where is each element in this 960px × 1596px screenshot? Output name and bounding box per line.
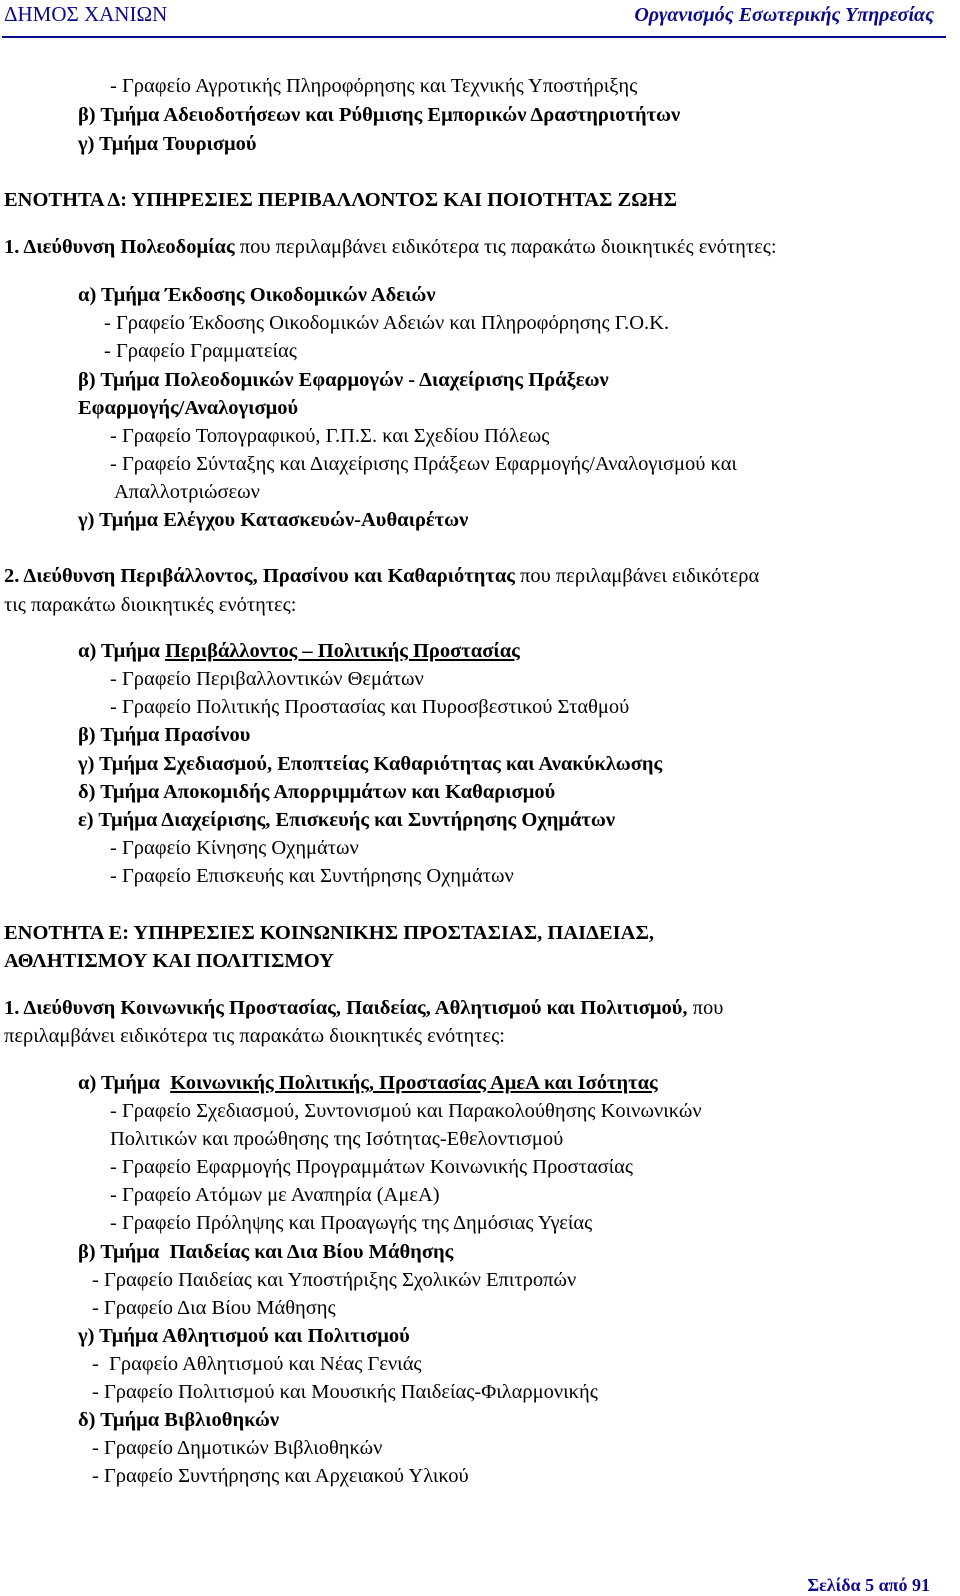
directorate-title: 1. Διεύθυνση Κοινωνικής Προστασίας, Παιδείας, Αθλητισμού και Πολιτισμού, [4, 997, 688, 1019]
office-line: Πολιτικών και προώθησης της Ισότητας-Εθελοντισμού [110, 1128, 564, 1150]
office-line: - Γραφείο Αγροτικής Πληροφόρησης και Τεχνικής Υποστήριξης [110, 75, 638, 97]
directorate-description: που [687, 997, 724, 1019]
header-document-title: Οργανισμός Εσωτερικής Υπηρεσίας [634, 4, 934, 26]
department-heading: β) Τμήμα Αδειοδοτήσεων και Ρύθμισης Εμπορικών Δραστηριοτήτων [78, 104, 681, 126]
office-line: - Γραφείο Εφαρμογής Προγραμμάτων Κοινωνικής Προστασίας [110, 1156, 634, 1178]
office-line: - Γραφείο Τοπογραφικού, Γ.Π.Σ. και Σχεδίου Πόλεως [110, 425, 550, 447]
directorate-title: 2. Διεύθυνση Περιβάλλοντος, Πρασίνου και Καθαριότητας [4, 565, 515, 587]
office-line: - Γραφείο Πρόληψης και Προαγωγής της Δημόσιας Υγείας [110, 1212, 593, 1234]
office-line: - Γραφείο Επισκευής και Συντήρησης Οχημάτων [110, 865, 514, 887]
department-heading: γ) Τμήμα Αθλητισμού και Πολιτισμού [78, 1325, 410, 1347]
department-name: Περιβάλλοντος – Πολιτικής Προστασίας [165, 640, 520, 662]
page-number: Σελίδα 5 από 91 [807, 1575, 930, 1595]
department-heading: β) Τμήμα Παιδείας και Δια Βίου Μάθησης [78, 1241, 454, 1263]
office-line: - Γραφείο Δημοτικών Βιβλιοθηκών [92, 1437, 383, 1459]
department-prefix: α) Τμήμα [78, 1072, 171, 1094]
department-heading: α) Τμήμα Έκδοσης Οικοδομικών Αδειών [78, 284, 436, 306]
directorate-description: που περιλαμβάνει ειδικότερα τις παρακάτω διοικητικές ενότητες: [234, 236, 777, 258]
department-heading: γ) Τμήμα Σχεδιασμού, Εποπτείας Καθαριότητας και Ανακύκλωσης [78, 753, 663, 775]
header-municipality: ΔΗΜΟΣ ΧΑΝΙΩΝ [4, 2, 168, 26]
department-heading: γ) Τμήμα Τουρισμού [78, 133, 257, 155]
department-prefix: α) Τμήμα [78, 640, 166, 662]
section-heading: ΕΝΟΤΗΤΑ Ε: ΥΠΗΡΕΣΙΕΣ ΚΟΙΝΩΝΙΚΗΣ ΠΡΟΣΤΑΣΙΑΣ, ΠΑΙΔΕΙΑΣ, [4, 922, 654, 944]
office-line: Απαλλοτριώσεων [114, 481, 260, 503]
department-heading: δ) Τμήμα Βιβλιοθηκών [78, 1409, 280, 1431]
office-line: - Γραφείο Σύνταξης και Διαχείρισης Πράξεων Εφαρμογής/Αναλογισμού και [110, 453, 737, 475]
department-heading: δ) Τμήμα Αποκομιδής Απορριμμάτων και Καθαρισμού [78, 781, 556, 803]
office-line: - Γραφείο Παιδείας και Υποστήριξης Σχολικών Επιτροπών [92, 1269, 577, 1291]
office-line: - Γραφείο Γραμματείας [104, 340, 297, 362]
section-heading: ΕΝΟΤΗΤΑ Δ: ΥΠΗΡΕΣΙΕΣ ΠΕΡΙΒΑΛΛΟΝΤΟΣ ΚΑΙ ΠΟΙΟΤΗΤΑΣ ΖΩΗΣ [4, 189, 677, 211]
department-heading: ε) Τμήμα Διαχείρισης, Επισκευής και Συντήρησης Οχημάτων [78, 809, 616, 831]
department-heading: γ) Τμήμα Ελέγχου Κατασκευών-Αυθαιρέτων [78, 509, 469, 531]
section-heading: ΑΘΛΗΤΙΣΜΟΥ ΚΑΙ ΠΟΛΙΤΙΣΜΟΥ [4, 950, 334, 972]
directorate-line [4, 237, 777, 258]
department-heading: β) Τμήμα Πρασίνου [78, 724, 251, 746]
directorate-line [4, 998, 723, 1019]
office-line: - Γραφείο Πολιτικής Προστασίας και Πυροσβεστικού Σταθμού [110, 696, 630, 718]
directorate-description: που περιλαμβάνει ειδικότερα [514, 565, 760, 587]
office-line: - Γραφείο Περιβαλλοντικών Θεμάτων [110, 668, 424, 690]
department-heading [78, 641, 520, 662]
office-line: - Γραφείο Πολιτισμού και Μουσικής Παιδείας-Φιλαρμονικής [92, 1381, 598, 1403]
directorate-line [4, 566, 759, 587]
department-heading: Εφαρμογής/Αναλογισμού [78, 397, 299, 419]
office-line: - Γραφείο Αθλητισμού και Νέας Γενιάς [92, 1353, 422, 1375]
department-name: Κοινωνικής Πολιτικής, Προστασίας ΑμεΑ και Ισότητας [170, 1072, 658, 1094]
office-line: - Γραφείο Συντήρησης και Αρχειακού Υλικού [92, 1465, 469, 1487]
directorate-description: τις παρακάτω διοικητικές ενότητες: [4, 594, 297, 616]
office-line: - Γραφείο Σχεδιασμού, Συντονισμού και Παρακολούθησης Κοινωνικών [110, 1100, 702, 1122]
department-heading [78, 1073, 658, 1094]
directorate-title: 1. Διεύθυνση Πολεοδομίας [4, 236, 235, 258]
directorate-description: περιλαμβάνει ειδικότερα τις παρακάτω διοικητικές ενότητες: [4, 1025, 505, 1047]
header-divider [2, 36, 946, 38]
office-line: - Γραφείο Έκδοσης Οικοδομικών Αδειών και Πληροφόρησης Γ.Ο.Κ. [104, 312, 670, 334]
department-heading: β) Τμήμα Πολεοδομικών Εφαρμογών - Διαχείρισης Πράξεων [78, 369, 609, 391]
office-line: - Γραφείο Κίνησης Οχημάτων [110, 837, 359, 859]
office-line: - Γραφείο Δια Βίου Μάθησης [92, 1297, 336, 1319]
office-line: - Γραφείο Ατόμων με Αναπηρία (ΑμεΑ) [110, 1184, 440, 1206]
